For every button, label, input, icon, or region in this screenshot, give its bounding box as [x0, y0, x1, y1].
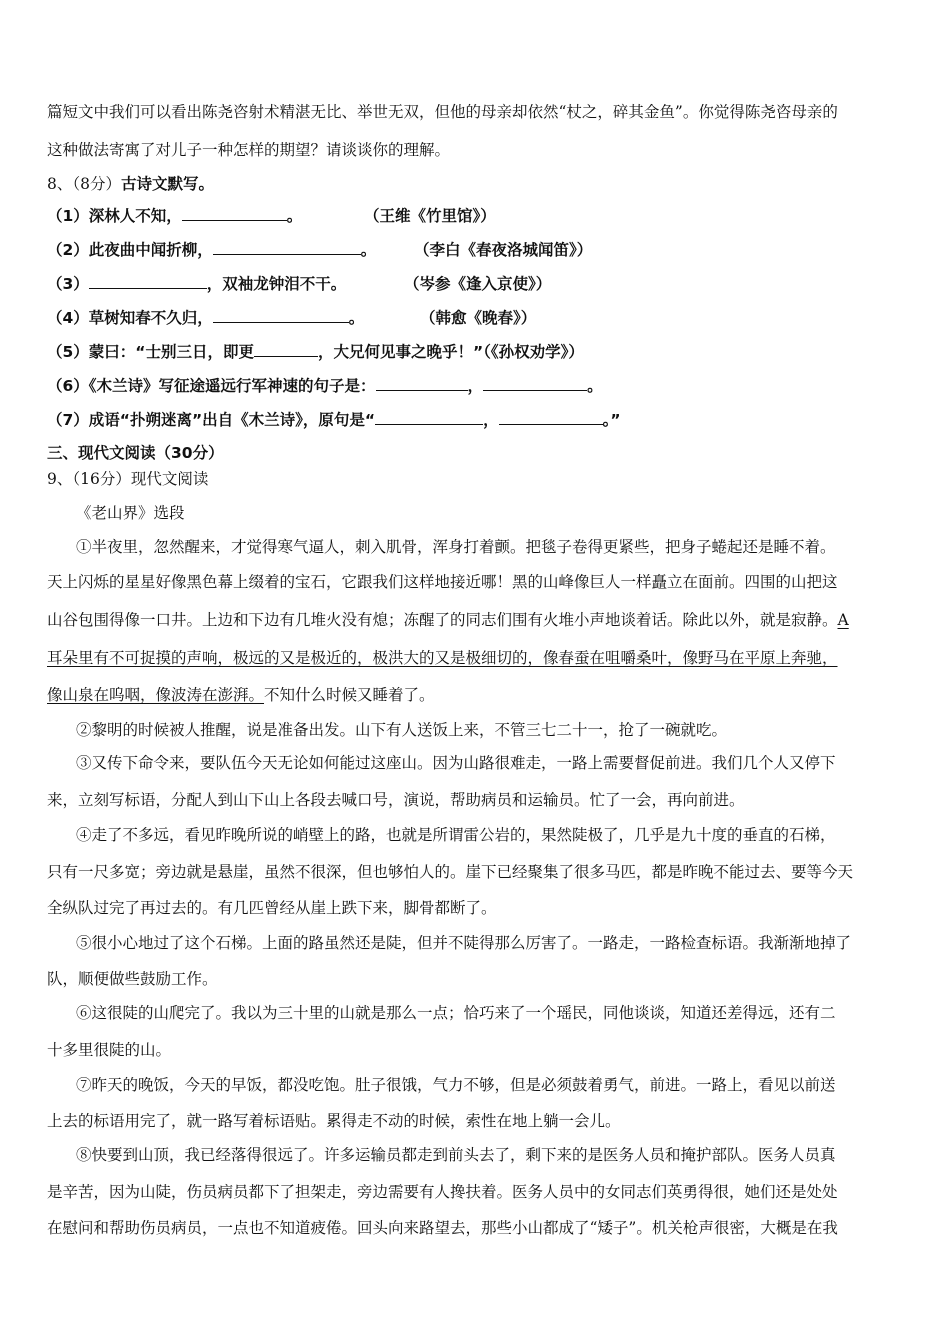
intro-line-1: 篇短文中我们可以看出陈尧咨射术精湛无比、举世无双，但他的母亲却依然“杖之，碎其金鱼”。你觉得陈尧咨母亲的 — [47, 103, 838, 121]
q9-para8-line2: 是辛苦，因为山陡，伤员病员都下了担架走，旁边需要有人搀扶着。医务人员中的女同志们英勇得很，她们还是处处 — [47, 1183, 838, 1201]
q8-item-6-mid: ， — [467, 377, 484, 395]
q9-para5-line1: ⑤很小心地过了这个石梯。上面的路虽然还是陡，但并不陡得那么厉害了。一路走，一路检查标语。我渐渐地掉了 — [76, 934, 852, 952]
q8-heading — [47, 174, 907, 194]
q8-item-5-blank[interactable] — [254, 342, 318, 357]
q9-para2: ②黎明的时候被人推醒，说是准备出发。山下有人送饭上来，不管三七二十一，抢了一碗就吃。 — [76, 721, 728, 739]
underline-marker-a: A — [837, 611, 849, 629]
q8-item-1-source: （王维《竹里馆》） — [364, 207, 496, 225]
q9-para3-line2: 来，立刻写标语，分配人到山下山上各段去喊口号，演说，帮助病员和运输员。忙了一会，再向前进。 — [47, 791, 745, 809]
q9-para1-line2: 天上闪烁的星星好像黑色幕上缀着的宝石，它跟我们这样地接近哪！黑的山峰像巨人一样矗立在面前。四围的山把这 — [47, 573, 838, 591]
q8-item-7-post: 。” — [602, 411, 621, 429]
q9-para1-end: 不知什么时候又睡着了。 — [264, 686, 435, 704]
q8-item-3-post: ，双袖龙钟泪不干。 — [206, 275, 347, 293]
q9-underlined-sentence-2: 像山泉在呜咽，像波涛在澎湃。 — [47, 686, 265, 704]
q8-item-7 — [47, 410, 907, 430]
q9-para1-line3 — [47, 610, 907, 630]
section-3-title: 三、现代文阅读（30分） — [47, 444, 224, 462]
q8-item-5-post: ，大兄何见事之晚乎！”（《孙权劝学》） — [317, 343, 584, 361]
q8-item-7-blank-2[interactable] — [499, 410, 603, 425]
q9-para7-line1: ⑦昨天的晚饭，今天的早饭，都没吃饱。肚子很饿，气力不够，但是必须鼓着勇气，前进。一路上，看见以前送 — [76, 1076, 836, 1094]
q8-item-3-source: （岑参《逢入京使》） — [404, 275, 552, 293]
q8-item-4-post: 。 — [348, 309, 365, 327]
q8-item-4-pre: （4）草树知春不久归， — [47, 309, 213, 327]
q8-item-1-blank[interactable] — [182, 206, 287, 221]
q8-item-1-post: 。 — [286, 207, 303, 225]
q8-item-3-pre: （3） — [47, 275, 89, 293]
q8-item-2-blank[interactable] — [213, 240, 361, 255]
q8-number: 8、（8分） — [47, 175, 121, 193]
q8-item-6-blank-2[interactable] — [483, 376, 587, 391]
q9-underlined-sentence-1: 耳朵里有不可捉摸的声响，极远的又是极近的，极洪大的又是极细切的，像春蚕在咀嚼桑叶，像野马在平原上奔驰， — [47, 649, 838, 667]
q9-para8-line1: ⑧快要到山顶，我已经落得很远了。许多运输员都走到前头去了，剩下来的是医务人员和掩护部队。医务人员真 — [76, 1146, 836, 1164]
q8-item-5 — [47, 342, 907, 362]
q8-item-6-blank-1[interactable] — [376, 376, 468, 391]
q8-item-4-source: （韩愈《晚春》） — [420, 309, 537, 327]
q9-para1-line1: ①半夜里，忽然醒来，才觉得寒气逼人，刺入肌骨，浑身打着颤。把毯子卷得更紧些，把身子蜷起还是睡不着。 — [76, 538, 836, 556]
q9-para4-line1: ④走了不多远，看见昨晚所说的峭壁上的路，也就是所谓雷公岩的，果然陡极了，几乎是九十度的垂直的石梯， — [76, 826, 836, 844]
q8-item-4-blank[interactable] — [213, 308, 349, 323]
q9-para6-line1: ⑥这很陡的山爬完了。我以为三十里的山就是那么一点；恰巧来了一个瑶民，同他谈谈，知道还差得远，还有二 — [76, 1004, 836, 1022]
q8-item-7-blank-1[interactable] — [375, 410, 483, 425]
q9-para4-line3: 全纵队过完了再过去的。有几匹曾经从崖上跌下来，脚骨都断了。 — [47, 899, 497, 917]
q8-item-6 — [47, 376, 907, 396]
intro-line-2: 这种做法寄寓了对儿子一种怎样的期望？请谈谈你的理解。 — [47, 141, 451, 159]
q8-item-1-pre: （1）深林人不知， — [47, 207, 182, 225]
q9-para8-line3: 在慰问和帮助伤员病员，一点也不知道疲倦。回头向来路望去，那些小山都成了“矮子”。机关枪声很密，大概是在我 — [47, 1219, 838, 1237]
q8-item-5-pre: （5）蒙曰：“士别三日，即更 — [47, 343, 254, 361]
q8-item-6-post: 。 — [587, 377, 603, 395]
q8-item-6-pre: （6）《木兰诗》写征途遥远行军神速的句子是： — [47, 377, 376, 395]
q9-para6-line2: 十多里很陡的山。 — [47, 1041, 172, 1059]
q9-para3-line1: ③又传下命令来，要队伍今天无论如何能过这座山。因为山路很难走，一路上需要督促前进。我们几个人又停下 — [76, 754, 836, 772]
q9-para1-line5 — [47, 685, 907, 705]
q8-item-7-pre: （7）成语“扑朔迷离”出自《木兰诗》，原句是“ — [47, 411, 376, 429]
q9-para1-line3-text: 山谷包围得像一口井。上边和下边有几堆火没有熄；冻醒了的同志们围有火堆小声地谈着话。除此以外，就是寂静。 — [47, 611, 838, 629]
q9-para5-line2: 队，顺便做些鼓励工作。 — [47, 970, 218, 988]
q9-para4-line2: 只有一尺多宽；旁边就是悬崖，虽然不很深，但也够怕人的。崖下已经聚集了很多马匹，都是昨晚不能过去、要等今天 — [47, 863, 854, 881]
q8-item-7-mid: ， — [483, 411, 499, 429]
q9-article-title: 《老山界》选段 — [76, 504, 185, 522]
q9-para7-line2: 上去的标语用完了，就一路写着标语贴。累得走不动的时候，索性在地上躺一会儿。 — [47, 1112, 621, 1130]
q8-item-2-source: （李白《春夜洛城闻笛》） — [414, 241, 593, 259]
q8-item-2-post: 。 — [360, 241, 377, 259]
q8-item-2-pre: （2）此夜曲中闻折柳， — [47, 241, 213, 259]
q9-header: 9、（16分）现代文阅读 — [47, 470, 209, 488]
q8-item-3-blank[interactable] — [89, 274, 207, 289]
q8-title: 古诗文默写。 — [120, 175, 214, 193]
